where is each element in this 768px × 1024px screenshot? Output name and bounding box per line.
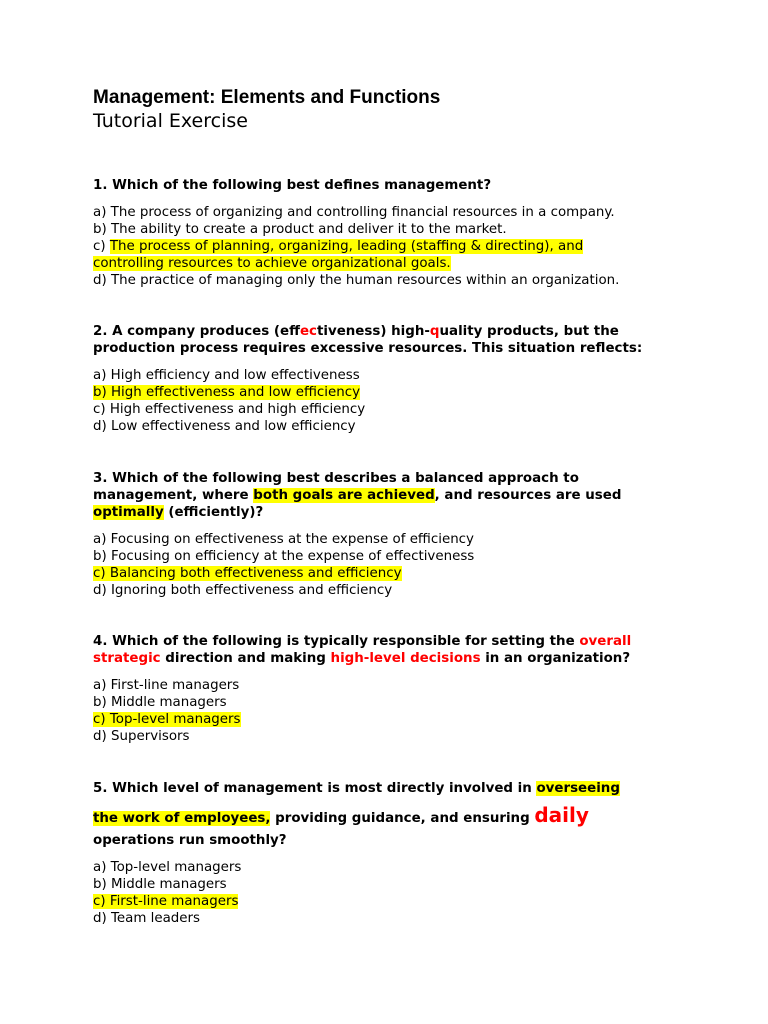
stem-text: 4. Which of the following is typically responsible for setting the xyxy=(93,634,580,649)
document-title: Management: Elements and Functions xyxy=(93,87,441,108)
stem-text: direction and making xyxy=(160,651,331,666)
option-c-prefix: c) xyxy=(93,239,110,254)
question-2 xyxy=(93,323,693,435)
question-2-option-a: a) High efficiency and low effectiveness xyxy=(93,368,360,383)
emphasis-text: ec xyxy=(299,324,317,339)
question-3 xyxy=(93,470,693,599)
question-5-options xyxy=(93,859,693,927)
stem-text: production process requires excessive resources. This situation reflects: xyxy=(93,341,643,356)
stem-text: uality products, but the xyxy=(439,324,619,339)
question-4 xyxy=(93,633,693,745)
question-3-option-d: d) Ignoring both effectiveness and efficiency xyxy=(93,583,393,598)
question-3-option-c xyxy=(93,565,693,582)
question-4-stem xyxy=(93,633,693,667)
stem-text: , and resources are used xyxy=(434,488,622,503)
question-5-option-b: b) Middle managers xyxy=(93,877,227,892)
highlighted-answer: controlling resources to achieve organizational goals. xyxy=(93,256,451,271)
document-subtitle: Tutorial Exercise xyxy=(93,110,248,132)
stem-text: management, where xyxy=(93,488,254,503)
highlighted-answer: b) High effectiveness and low efficiency xyxy=(93,385,360,400)
question-1-option-b: b) The ability to create a product and deliver it to the market. xyxy=(93,222,507,237)
question-4-option-d: d) Supervisors xyxy=(93,729,190,744)
question-1-option-c-continued xyxy=(93,255,693,272)
highlighted-answer: c) Top-level managers xyxy=(93,712,241,727)
question-1 xyxy=(93,177,693,289)
question-2-option-b xyxy=(93,384,693,401)
question-1-stem: 1. Which of the following best defines management? xyxy=(93,178,492,193)
highlighted-answer: c) Balancing both effectiveness and efficiency xyxy=(93,566,402,581)
stem-text: tiveness) high- xyxy=(316,324,430,339)
highlighted-answer: The process of planning, organizing, leading (staffing & directing), and xyxy=(109,239,584,254)
highlighted-phrase: optimally xyxy=(93,505,164,520)
question-4-option-c xyxy=(93,711,693,728)
stem-text: operations run smoothly? xyxy=(93,833,287,848)
stem-text: providing guidance, and ensuring xyxy=(270,811,535,826)
emphasis-text: daily xyxy=(534,803,589,827)
highlighted-phrase: both goals are achieved xyxy=(253,488,435,503)
question-5-option-d: d) Team leaders xyxy=(93,911,201,926)
question-3-stem xyxy=(93,470,693,521)
highlighted-phrase: overseeing xyxy=(536,781,620,796)
stem-text: in an organization? xyxy=(480,651,631,666)
question-2-option-c: c) High effectiveness and high efficiency xyxy=(93,402,366,417)
emphasis-text: q xyxy=(429,324,440,339)
question-1-option-a: a) The process of organizing and controlling financial resources in a company. xyxy=(93,205,615,220)
stem-text: 3. Which of the following best describes a balanced approach to xyxy=(93,471,579,486)
question-3-option-a: a) Focusing on effectiveness at the expense of efficiency xyxy=(93,532,474,547)
question-2-option-d: d) Low effectiveness and low efficiency xyxy=(93,419,356,434)
question-2-options xyxy=(93,367,693,435)
question-5-option-c xyxy=(93,893,693,910)
question-5-stem xyxy=(93,776,693,849)
emphasis-text: strategic xyxy=(93,651,161,666)
question-2-stem xyxy=(93,323,693,357)
question-4-options xyxy=(93,677,693,745)
question-3-option-b: b) Focusing on efficiency at the expense of effectiveness xyxy=(93,549,475,564)
question-1-option-d: d) The practice of managing only the human resources within an organization. xyxy=(93,273,620,288)
emphasis-text: high-level decisions xyxy=(330,651,481,666)
stem-text: 2. A company produces (eff xyxy=(93,324,300,339)
question-1-option-c xyxy=(93,238,693,255)
stem-text: 5. Which level of management is most directly involved in xyxy=(93,781,537,796)
highlighted-phrase: the work of employees, xyxy=(93,811,271,826)
question-5 xyxy=(93,776,693,927)
emphasis-text: overall xyxy=(579,634,632,649)
question-4-option-a: a) First-line managers xyxy=(93,678,240,693)
stem-text: (efficiently)? xyxy=(163,505,264,520)
question-5-option-a: a) Top-level managers xyxy=(93,860,242,875)
question-3-options xyxy=(93,531,693,599)
highlighted-answer: c) First-line managers xyxy=(93,894,239,909)
question-1-options xyxy=(93,204,693,289)
question-4-option-b: b) Middle managers xyxy=(93,695,227,710)
